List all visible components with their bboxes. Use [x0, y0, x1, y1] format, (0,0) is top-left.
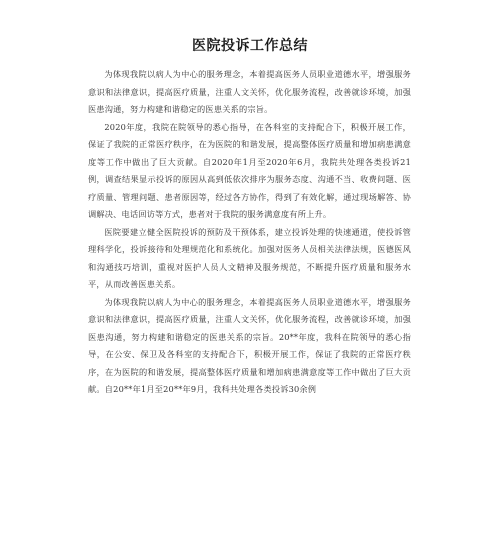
paragraph-4: 为体现我院以病人为中心的服务理念，本着提高医务人员职业道德水平，增强服务意识和法律意识，提高医疗质量，注重人文关怀，优化服务流程，改善就诊环境，加强医患沟通，努力构建和谐稳定的医患关系的宗旨。20**年度，我科在院领导的悉心指导，在公安、保卫及各科室的支持配合下，积极开展工作，保证了我院的正常医疗秩序，在为医院的和谐发展，提高整体医疗质量和增加病患满意度等工作中做出了巨大贡献。自20**年1月至20**年9月，我科共处理各类投诉30余例 [88, 296, 411, 394]
document-body [88, 66, 411, 399]
document-title: 医院投诉工作总结 [192, 38, 308, 54]
paragraph-1: 为体现我院以病人为中心的服务理念，本着提高医务人员职业道德水平，增强服务意识和法律意识，提高医疗质量，注重人文关怀，优化服务流程，改善就诊环境，加强医患沟通，努力构建和谐稳定的医患关系的宗旨。 [88, 69, 411, 114]
paragraph-2: 2020年度，我院在院领导的悉心指导，在各科室的支持配合下，积极开展工作，保证了我院的正常医疗秩序，在为医院的和谐发展，提高整体医疗质量和增加病患满意度等工作中做出了巨大贡献。自2020年1月至2020年6月，我院共处理各类投诉21例，调查结果显示投诉的原因从高到低依次排序为服务态度、沟通不当、收费问题、医疗质量、管理问题、患者原因等，经过各方协作，得到了有效化解，通过现场解答、协调解决、电话回访等方式，患者对于我院的服务满意度有所上升。 [88, 121, 411, 219]
paragraph-3: 医院要建立健全医院投诉的预防及干预体系，建立投诉处理的快速通道，使投诉管理科学化，投诉接待和处理规范化和系统化。加强对医务人员相关法律法规，医德医风和沟通技巧培训，重视对医护人员人文精神及服务规范，不断提升医疗质量和服务水平，从而改善医患关系。 [88, 226, 411, 289]
